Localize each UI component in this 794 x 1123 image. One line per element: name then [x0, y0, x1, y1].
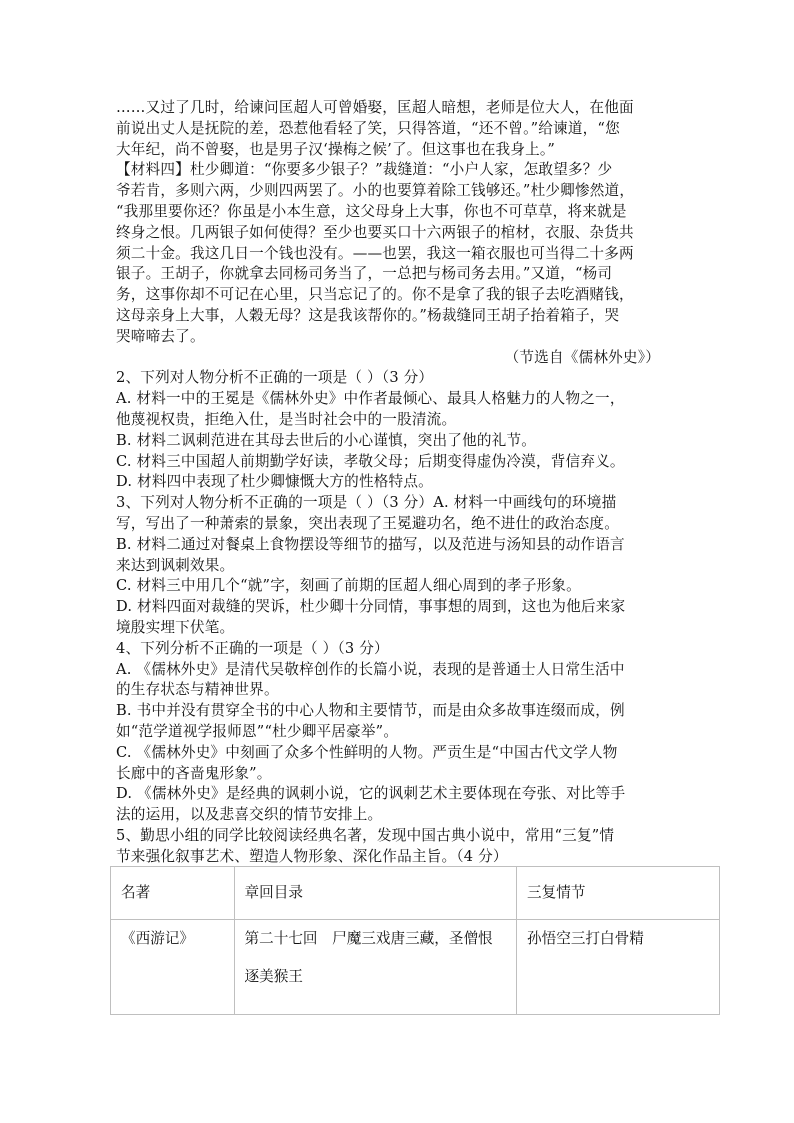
question-line: 他蔑视权贵，拒绝入仕，是当时社会中的一股清流。	[116, 410, 457, 428]
passage-line: ……又过了几时，给谏问匡超人可曾婚娶，匡超人暗想，老师是位大人，在他面	[116, 99, 634, 116]
passage-line: 哭啼啼去了。	[116, 327, 205, 345]
passage	[116, 98, 682, 348]
passage-line: 【材料四】杜少卿道：“你要多少银子？”裁缝道：“小户人家，怎敢望多？少	[116, 161, 613, 179]
passage-line: 前说出丈人是抚院的差，恐惹他看轻了笑，只得答道，“还不曾。”给谏道，“您	[116, 119, 620, 137]
question-line: 长廊中的吝啬鬼形象”。	[116, 764, 272, 782]
question-line: A. 材料一中的王冕是《儒林外史》中作者最倾心、最具人格魅力的人物之一，	[116, 390, 625, 408]
question-line: D. 材料四面对裁缝的哭诉，杜少卿十分同情，事事想的周到，这也为他后来家	[116, 598, 626, 616]
document-body	[116, 98, 682, 867]
table-header-row	[111, 867, 720, 920]
question-line: 法的运用，以及悲喜交织的情节安排上。	[116, 806, 383, 824]
question-line: 3、下列对人物分析不正确的一项是（ ）（3 分）A. 材料一中画线句的环境描	[116, 494, 617, 512]
passage-line: 终身之恨。几两银子如何使得？至少也要买口十六两银子的棺材，衣服、杂货共	[116, 223, 634, 241]
questions	[116, 368, 682, 867]
question-line: B. 材料二通过对餐桌上食物摆设等细节的描写，以及范进与汤知县的动作语言	[116, 535, 625, 553]
question-line: C. 材料三中国超人前期勤学好读，孝敬父母；后期变得虚伪冷漠，背信弃义。	[116, 452, 625, 470]
source-citation: （节选自《儒林外史》）	[504, 348, 660, 366]
question-line: D. 《儒林外史》是经典的讽刺小说，它的讽刺艺术主要体现在夸张、对比等手	[116, 785, 626, 803]
question-line: A. 《儒林外史》是清代吴敬梓创作的长篇小说，表现的是普通士人日常生活中	[116, 660, 625, 678]
question-line: 节来强化叙事艺术、塑造人物形象、深化作品主旨。（4 分）	[116, 847, 508, 865]
question-line: B. 书中并没有贯穿全书的中心人物和主要情节，而是由众多故事连缀而成，例	[116, 702, 625, 720]
question-line: C. 《儒林外史》中刻画了众多个性鲜明的人物。严贡生是“中国古代文学人物	[116, 743, 618, 761]
passage-line: 爷若肯，多则六两，少则四两罢了。小的也要算着除工钱够还。”杜少卿惨然道，	[116, 182, 635, 200]
passage-line: 大年纪，尚不曾娶，也是男子汉‘操梅之候’了。但这事也在我身上。”	[116, 140, 556, 158]
question-line: C. 材料三中用几个“就”字，刻画了前期的匡超人细心周到的孝子形象。	[116, 577, 581, 595]
comparison-table	[110, 866, 720, 1015]
header-cell-plot: 三复情节	[517, 867, 720, 920]
cell-book: 《西游记》	[111, 920, 235, 1015]
question-line: 来达到讽刺效果。	[116, 556, 235, 574]
question-line: 4、下列分析不正确的一项是（ ）（3 分）	[116, 639, 389, 657]
question-line: 5、勤思小组的同学比较阅读经典名著，发现中国古典小说中，常用“三复”情	[116, 826, 615, 844]
question-line: 2、下列对人物分析不正确的一项是（ ）（3 分）	[116, 369, 434, 387]
passage-line: “我那里要你还？你虽是小本生意，这父母身上大事，你也不可草草，将来就是	[116, 202, 627, 220]
question-line: 境殷实埋下伏笔。	[116, 618, 235, 636]
cell-plot: 孙悟空三打白骨精	[517, 920, 720, 1015]
passage-line: 务，这事你却不可记在心里，只当忘记了的。你不是拿了我的银子去吃酒赌钱，	[116, 286, 634, 304]
question-line: 的生存状态与精神世界。	[116, 681, 279, 699]
cell-chapter: 第二十七回 尸魔三戏唐三藏，圣僧恨逐美猴王	[234, 920, 517, 1015]
question-line: B. 材料二讽刺范进在其母去世后的小心谨慎，突出了他的礼节。	[116, 431, 537, 449]
header-cell-book: 名著	[111, 867, 235, 920]
question-line: 如“范学道视学报师恩”“杜少卿平居豪举”。	[116, 722, 399, 740]
passage-line: 这母亲身上大事，人穀无母？这是我该帮你的。”杨裁缝同王胡子抬着箱子，哭	[116, 306, 620, 324]
passage-line: 银子。王胡子，你就拿去同杨司务当了，一总把与杨司务去用。”又道，“杨司	[116, 265, 613, 283]
passage-line: 须二十金。我这几日一个钱也没有。——也罢，我这一箱衣服也可当得二十多两	[116, 244, 634, 262]
question-line: D. 材料四中表现了杜少卿慷慨大方的性格特点。	[116, 473, 433, 491]
table-row	[111, 920, 720, 1015]
question-line: 写，写出了一种萧索的景象，突出表现了王冕避功名，绝不进仕的政治态度。	[116, 514, 619, 532]
header-cell-chapter: 章回目录	[234, 867, 517, 920]
